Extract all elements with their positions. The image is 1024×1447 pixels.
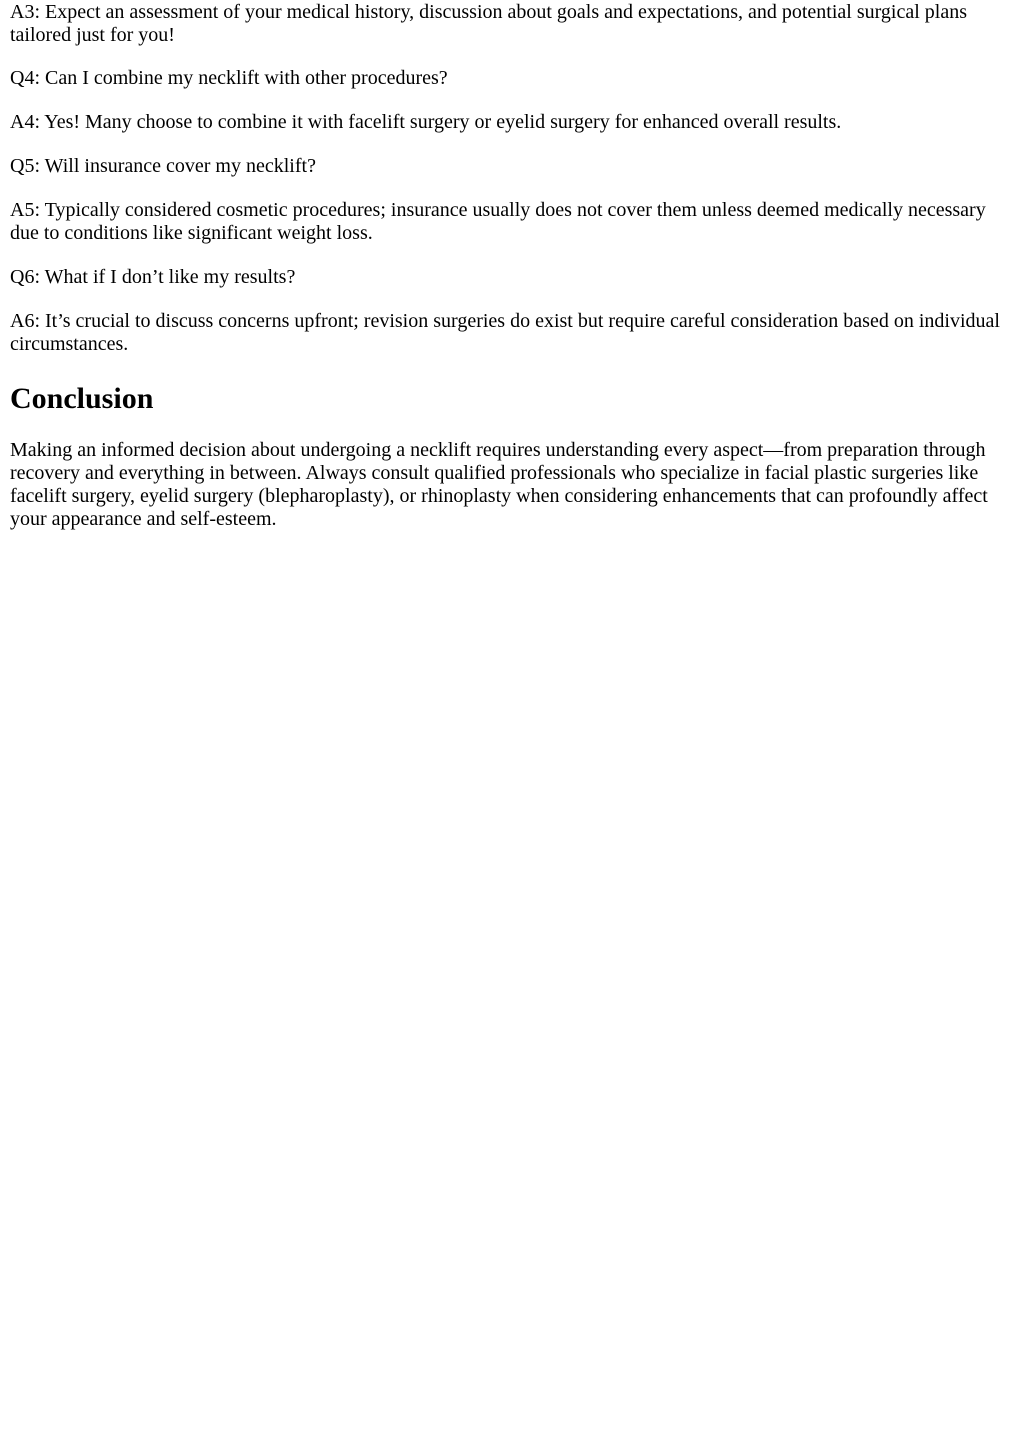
- faq-question-6: Q6: What if I don’t like my results?: [10, 266, 296, 288]
- faq-answer-3: A3: Expect an assessment of your medical history, discussion about goals and expectations, and potential surgical plans tailored just for you!: [10, 1, 968, 46]
- article-content: [0, 1, 1024, 531]
- faq-answer-4: A4: Yes! Many choose to combine it with facelift surgery or eyelid surgery for enhanced overall results.: [10, 111, 842, 133]
- conclusion-heading: Conclusion: [10, 382, 154, 415]
- faq-answer-5: A5: Typically considered cosmetic procedures; insurance usually does not cover them unless deemed medically necessary due to conditions like significant weight loss.: [10, 199, 986, 244]
- faq-answer-6: A6: It’s crucial to discuss concerns upfront; revision surgeries do exist but require careful consideration based on individual circumstances.: [10, 310, 1000, 355]
- faq-question-5: Q5: Will insurance cover my necklift?: [10, 155, 316, 177]
- conclusion-paragraph: Making an informed decision about undergoing a necklift requires understanding every aspect—from preparation through recovery and everything in between. Always consult qualified professionals who specialize in facial plastic surgeries like facelift surgery, eyelid surgery (blepharoplasty), or rhinoplasty when considering enhancements that can profoundly affect your appearance and self-esteem.: [10, 439, 988, 530]
- faq-question-4: Q4: Can I combine my necklift with other procedures?: [10, 67, 448, 89]
